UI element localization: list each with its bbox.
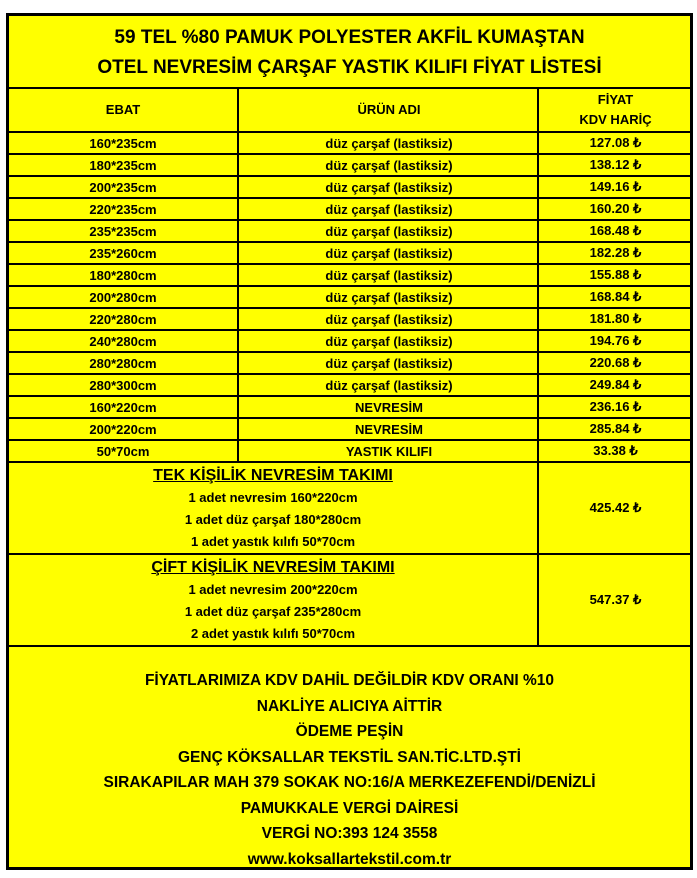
table-row (9, 199, 690, 221)
bundle-item: 1 adet nevresim 160*220cm (188, 490, 358, 505)
title-line-1: 59 TEL %80 PAMUK POLYESTER AKFİL KUMAŞTAN (114, 27, 585, 48)
table-row (9, 265, 690, 287)
footer-notes (9, 658, 690, 872)
bundle-description (9, 555, 537, 645)
price-list-title (9, 16, 690, 89)
product-cell: düz çarşaf (lastiksiz) (237, 353, 539, 373)
bundle-item: 1 adet nevresim 200*220cm (188, 582, 358, 597)
product-cell: düz çarşaf (lastiksiz) (237, 177, 539, 197)
header-price-line-1: FİYAT (597, 92, 634, 107)
price-cell: 168.48 ₺ (537, 221, 692, 241)
product-cell: düz çarşaf (lastiksiz) (237, 199, 539, 219)
table-row (9, 375, 690, 397)
price-cell: 33.38 ₺ (537, 441, 692, 461)
size-cell: 180*235cm (89, 157, 157, 173)
header-product: ÜRÜN ADI (237, 89, 539, 131)
table-row (9, 287, 690, 309)
table-row (9, 331, 690, 353)
table-row (9, 309, 690, 331)
price-list-sheet (6, 13, 693, 870)
footer-vat-note: FİYATLARIMIZA KDV DAHİL DEĞİLDİR KDV ORANI %10 (144, 672, 555, 689)
bundle-row (9, 555, 690, 647)
table-row (9, 397, 690, 419)
footer-address: SIRAKAPILAR MAH 379 SOKAK NO:16/A MERKEZEFENDİ/DENİZLİ (103, 774, 596, 791)
bundle-item: 1 adet düz çarşaf 180*280cm (184, 512, 362, 527)
size-cell: 200*235cm (89, 179, 157, 195)
size-cell: 220*280cm (89, 311, 157, 327)
price-cell: 285.84 ₺ (537, 419, 692, 439)
bundle-item: 2 adet yastık kılıfı 50*70cm (190, 626, 356, 641)
bundle-description (9, 463, 537, 553)
size-cell: 160*235cm (89, 135, 157, 151)
product-cell: NEVRESİM (237, 419, 539, 439)
product-cell: düz çarşaf (lastiksiz) (237, 243, 539, 263)
price-cell: 168.84 ₺ (537, 287, 692, 307)
footer-payment-note: ÖDEME PEŞİN (295, 723, 404, 740)
table-row (9, 155, 690, 177)
footer-website[interactable]: www.koksallartekstil.com.tr (247, 850, 452, 868)
size-cell: 160*220cm (89, 399, 157, 415)
header-price (537, 89, 692, 131)
table-row (9, 441, 690, 463)
size-cell: 280*280cm (89, 355, 157, 371)
bundle-price: 547.37 ₺ (537, 555, 692, 645)
price-cell: 181.80 ₺ (537, 309, 692, 329)
product-cell: YASTIK KILIFI (237, 441, 539, 461)
table-header-row (9, 89, 690, 133)
size-cell: 280*300cm (89, 377, 157, 393)
product-cell: düz çarşaf (lastiksiz) (237, 221, 539, 241)
size-cell: 200*220cm (89, 421, 157, 437)
product-cell: düz çarşaf (lastiksiz) (237, 331, 539, 351)
price-cell: 155.88 ₺ (537, 265, 692, 285)
table-row (9, 133, 690, 155)
footer-shipping-note: NAKLİYE ALICIYA AİTTİR (256, 697, 443, 715)
header-price-line-2: KDV HARİÇ (579, 112, 652, 127)
product-cell: düz çarşaf (lastiksiz) (237, 133, 539, 153)
table-row (9, 353, 690, 375)
size-cell: 180*280cm (89, 267, 157, 283)
price-cell: 127.08 ₺ (537, 133, 692, 153)
bundle-item: 1 adet yastık kılıfı 50*70cm (190, 534, 356, 549)
footer-company-name: GENÇ KÖKSALLAR TEKSTİL SAN.TİC.LTD.ŞTİ (177, 748, 521, 766)
footer-tax-number: VERGİ NO:393 124 3558 (261, 825, 438, 842)
size-cell: 50*70cm (96, 443, 150, 459)
size-cell: 235*260cm (89, 245, 157, 261)
bundle-row (9, 463, 690, 555)
price-cell: 249.84 ₺ (537, 375, 692, 395)
table-row (9, 177, 690, 199)
product-cell: düz çarşaf (lastiksiz) (237, 265, 539, 285)
price-cell: 236.16 ₺ (537, 397, 692, 417)
product-cell: düz çarşaf (lastiksiz) (237, 287, 539, 307)
bundle-price: 425.42 ₺ (537, 463, 692, 553)
size-cell: 200*280cm (89, 289, 157, 305)
price-cell: 160.20 ₺ (537, 199, 692, 219)
footer-tax-office: PAMUKKALE VERGİ DAİRESİ (240, 799, 459, 817)
product-cell: düz çarşaf (lastiksiz) (237, 375, 539, 395)
size-cell: 235*235cm (89, 223, 157, 239)
header-size: EBAT (105, 102, 141, 117)
table-row (9, 419, 690, 441)
product-cell: NEVRESİM (237, 397, 539, 417)
table-row (9, 243, 690, 265)
size-cell: 240*280cm (89, 333, 157, 349)
price-cell: 220.68 ₺ (537, 353, 692, 373)
product-cell: düz çarşaf (lastiksiz) (237, 155, 539, 175)
price-cell: 138.12 ₺ (537, 155, 692, 175)
bundle-title: ÇİFT KİŞİLİK NEVRESİM TAKIMI (151, 559, 395, 576)
bundle-title: TEK KİŞİLİK NEVRESİM TAKIMI (153, 467, 393, 484)
price-cell: 149.16 ₺ (537, 177, 692, 197)
size-cell: 220*235cm (89, 201, 157, 217)
price-cell: 182.28 ₺ (537, 243, 692, 263)
price-cell: 194.76 ₺ (537, 331, 692, 351)
bundle-item: 1 adet düz çarşaf 235*280cm (184, 604, 362, 619)
title-line-2: OTEL NEVRESİM ÇARŞAF YASTIK KILIFI FİYAT LİSTESİ (97, 57, 602, 78)
product-cell: düz çarşaf (lastiksiz) (237, 309, 539, 329)
table-row (9, 221, 690, 243)
